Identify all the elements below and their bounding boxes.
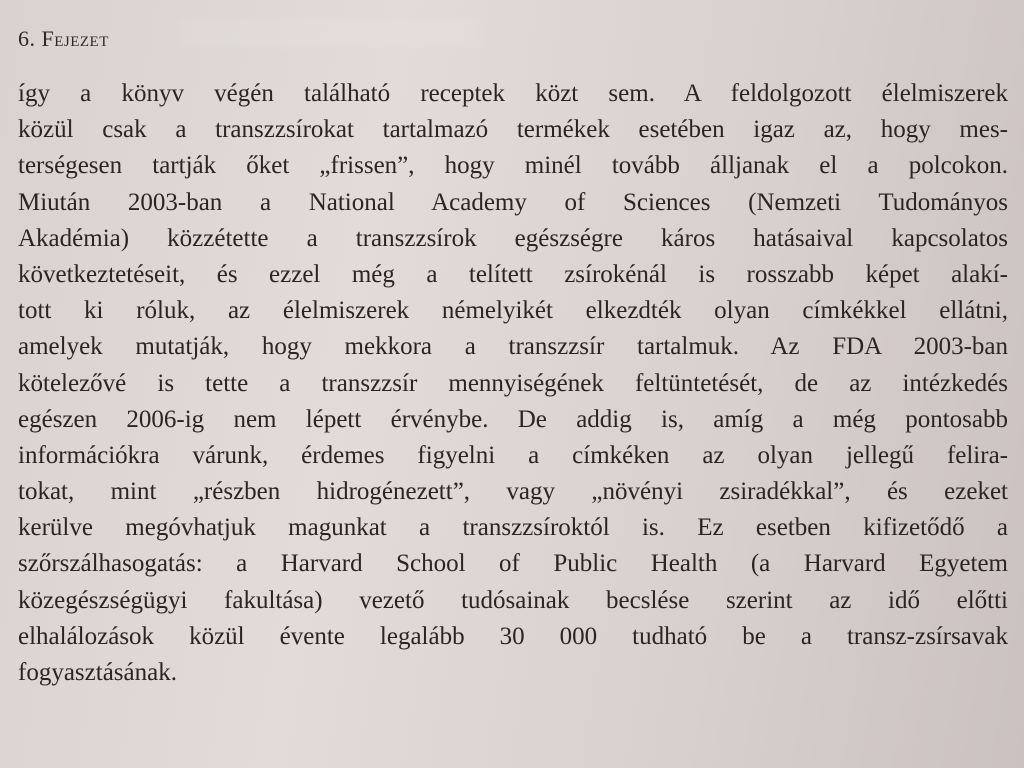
text-line: tott ki róluk, az élelmiszerek némelyikét elkezdték olyan címkékkel ellátni, bbox=[18, 297, 1008, 325]
text-line: elhalálozások közül évente legalább 30 000 tudható be a transz-zsírsavak bbox=[18, 622, 1008, 650]
text-line: tokat, mint „részben hidrogénezett”, vagy „növényi zsiradékkal”, és ezeket bbox=[18, 478, 1008, 506]
text-line: egészen 2006-ig nem lépett érvénybe. De addig is, amíg a még pontosabb bbox=[18, 405, 1008, 433]
text-line: következtetéseit, és ezzel még a telített zsírokénál is rosszabb képet alakí- bbox=[18, 260, 1008, 288]
bleed-through-shadow bbox=[180, 18, 480, 48]
body-paragraph bbox=[18, 76, 1008, 691]
text-line: fogyasztásának. bbox=[18, 659, 177, 686]
text-line: közegészségügyi fakultása) vezető tudósainak becslése szerint az idő előtti bbox=[18, 586, 1008, 614]
text-line: amelyek mutatják, hogy mekkora a transzzsír tartalmuk. Az FDA 2003-ban bbox=[18, 333, 1008, 361]
text-line: Miután 2003-ban a National Academy of Sciences (Nemzeti Tudományos bbox=[18, 188, 1008, 216]
text-line: terségesen tartják őket „frissen”, hogy minél tovább álljanak el a polcokon. bbox=[18, 152, 1008, 180]
text-line: szőrszálhasogatás: a Harvard School of Public Health (a Harvard Egyetem bbox=[18, 550, 1008, 578]
text-line: közül csak a transzzsírokat tartalmazó termékek esetében igaz az, hogy mes- bbox=[18, 116, 1008, 144]
text-line: Akadémia) közzétette a transzzsírok egészségre káros hatásaival kapcsolatos bbox=[18, 224, 1008, 252]
text-line: kerülve megóvhatjuk magunkat a transzzsíroktól is. Ez esetben kifizetődő a bbox=[18, 514, 1008, 542]
text-line: így a könyv végén található receptek közt sem. A feldolgozott élelmiszerek bbox=[18, 80, 1008, 107]
chapter-number: 6. bbox=[18, 26, 36, 51]
chapter-label: Fejezet bbox=[41, 26, 109, 51]
text-line: információkra várunk, érdemes figyelni a címkéken az olyan jellegű felira- bbox=[18, 441, 1008, 469]
text-line: kötelezővé is tette a transzzsír mennyiségének feltüntetését, de az intézkedés bbox=[18, 369, 1008, 397]
chapter-heading bbox=[18, 26, 109, 52]
